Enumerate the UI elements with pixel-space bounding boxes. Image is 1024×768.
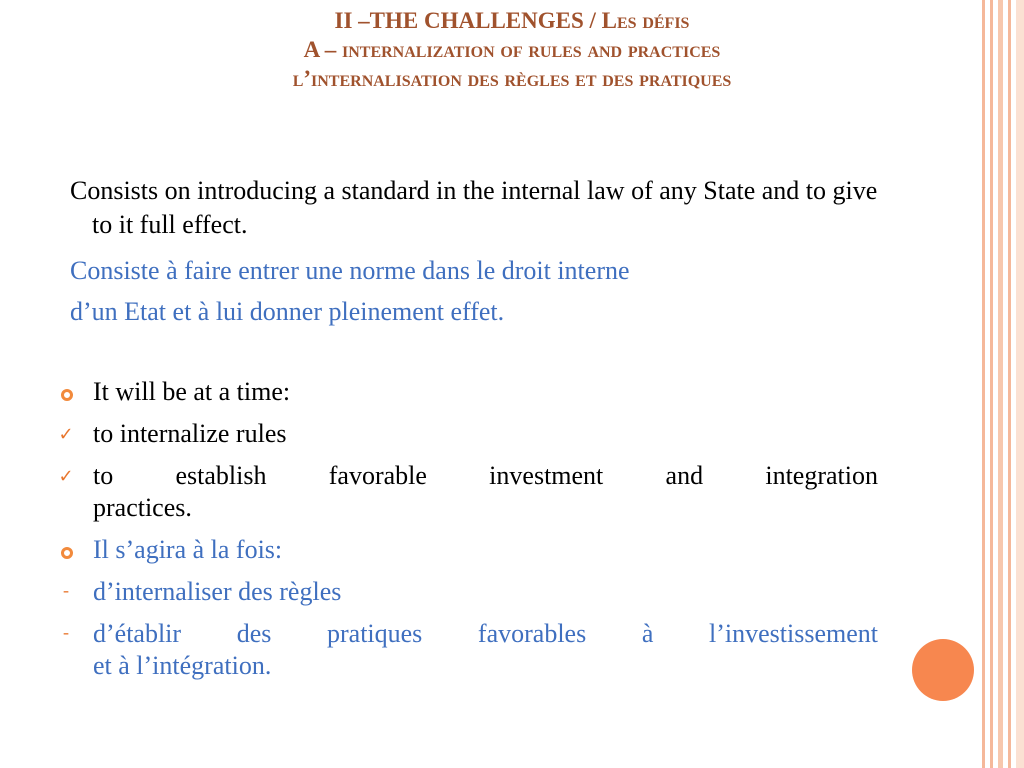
slide-title — [0, 6, 1024, 93]
list-item: - d’internaliser des règles — [56, 576, 878, 608]
list-item: ✓ to internalize rules — [56, 418, 878, 450]
stripe — [990, 0, 993, 768]
stripe — [998, 0, 1003, 768]
decorative-stripes — [978, 0, 1024, 768]
list-item: Il s’agira à la fois: — [56, 534, 878, 566]
stripe — [982, 0, 985, 768]
dash-icon: - — [63, 580, 69, 600]
stripe — [1016, 0, 1024, 768]
stripe — [1008, 0, 1011, 768]
intro-french — [70, 250, 880, 332]
intro-block — [70, 174, 880, 332]
list-item: It will be at a time: — [56, 376, 878, 408]
title-main: II –THE CHALLENGES / — [334, 8, 602, 33]
intro-english: Consists on introducing a standard in the internal law of any State and to give to it full effect. — [70, 176, 878, 239]
check-icon: ✓ — [58, 424, 74, 445]
title-french: Les défis — [601, 8, 690, 33]
title-line-3: l’internalisation des règles et des pratiques — [292, 66, 732, 91]
bullet-list — [56, 376, 878, 692]
intro-french-line-1: Consiste à faire entrer une norme dans le droit interne — [70, 256, 630, 285]
title-line-1 — [0, 6, 1024, 35]
title-line-2: A – internalization of rules and practices — [303, 37, 721, 62]
list-item: - d’établir des pratiques favorables à l’investissement et à l’intégration. — [56, 618, 878, 682]
circle-bullet-icon — [61, 389, 73, 401]
decorative-circle — [912, 639, 974, 701]
dash-icon: - — [63, 622, 69, 642]
circle-bullet-icon — [61, 547, 73, 559]
check-icon: ✓ — [58, 466, 74, 487]
list-item: ✓ to establish favorable investment and integration practices. — [56, 460, 878, 524]
intro-french-line-2: d’un Etat et à lui donner pleinement effet. — [70, 297, 505, 326]
